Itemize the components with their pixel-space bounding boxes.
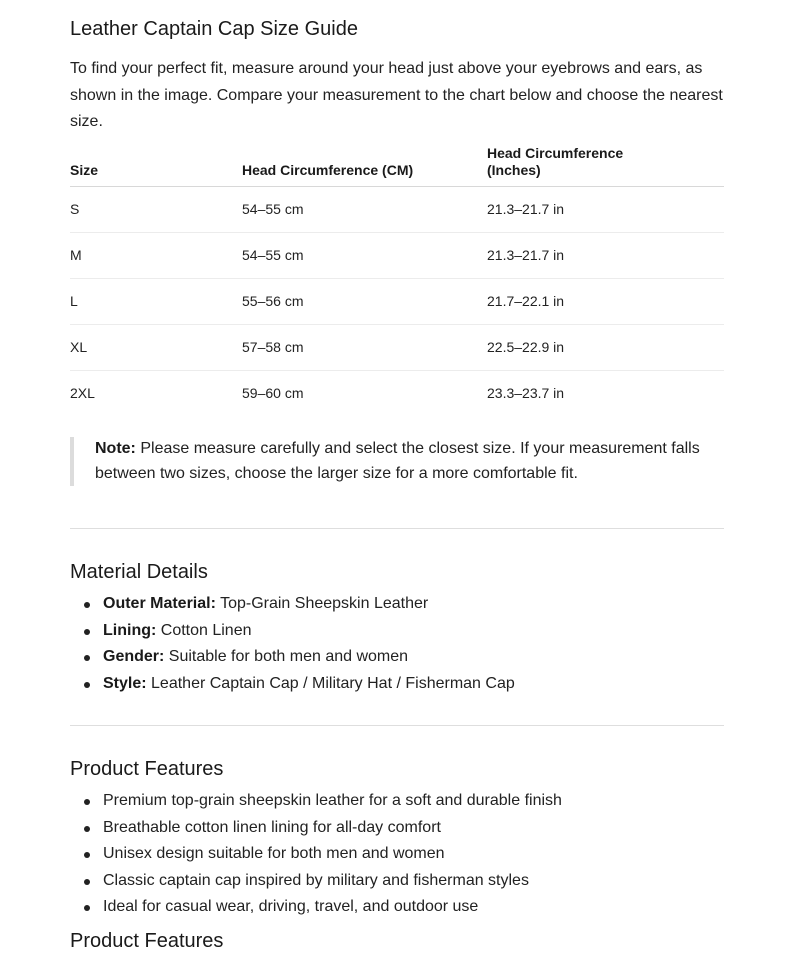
list-item bbox=[103, 644, 515, 671]
cell-cm: 54–55 cm bbox=[242, 247, 304, 263]
item-label: Outer Material: bbox=[103, 595, 216, 612]
bullet-icon bbox=[84, 799, 90, 805]
material-details-list bbox=[70, 591, 515, 697]
item-text: Unisex design suitable for both men and women bbox=[103, 845, 445, 863]
table-header bbox=[70, 140, 724, 187]
page-title: Leather Captain Cap Size Guide bbox=[70, 18, 358, 40]
cell-inches: 21.7–22.1 in bbox=[487, 293, 565, 309]
product-features-list bbox=[70, 788, 562, 921]
cell-inches: 21.3–21.7 in bbox=[487, 201, 565, 217]
list-item bbox=[103, 841, 562, 868]
item-value: Top-Grain Sheepskin Leather bbox=[215, 595, 429, 612]
cell-cm: 59–60 cm bbox=[242, 385, 304, 401]
item-label: Gender: bbox=[103, 648, 165, 666]
list-item bbox=[103, 788, 562, 815]
column-header-size: Size bbox=[70, 162, 99, 178]
list-item bbox=[103, 671, 515, 698]
product-features-heading: Product Features bbox=[70, 758, 224, 780]
cell-size: S bbox=[70, 201, 80, 217]
list-item bbox=[103, 868, 562, 895]
list-item bbox=[103, 894, 562, 921]
cell-cm: 55–56 cm bbox=[242, 293, 304, 309]
item-text: Breathable cotton linen lining for all-day comfort bbox=[103, 818, 441, 836]
list-item bbox=[103, 618, 515, 645]
material-details-heading: Material Details bbox=[70, 561, 208, 583]
column-header-inches: Head Circumference (Inches) bbox=[487, 145, 624, 178]
item-text: Classic captain cap inspired by military and fisherman styles bbox=[103, 871, 529, 889]
bullet-icon bbox=[84, 826, 90, 832]
note-text: Please measure carefully and select the closest size. If your measurement falls between two sizes, choose the larger size for a more comfortable fit. bbox=[95, 440, 700, 482]
table-row bbox=[70, 325, 724, 371]
cell-size: M bbox=[70, 247, 82, 263]
item-text: Ideal for casual wear, driving, travel, and outdoor use bbox=[103, 898, 479, 916]
size-chart-table bbox=[70, 140, 724, 416]
item-label: Style: bbox=[103, 674, 147, 692]
bullet-icon bbox=[84, 682, 90, 688]
bullet-icon bbox=[84, 852, 90, 858]
item-value: Leather Captain Cap / Military Hat / Fisherman Cap bbox=[146, 674, 515, 692]
cell-size: L bbox=[70, 293, 78, 309]
cell-size: XL bbox=[70, 339, 88, 355]
cell-inches: 23.3–23.7 in bbox=[487, 385, 565, 401]
cell-inches: 22.5–22.9 in bbox=[487, 339, 565, 355]
item-label: Lining: bbox=[103, 621, 157, 639]
bullet-icon bbox=[84, 905, 90, 911]
cell-size: 2XL bbox=[70, 385, 95, 401]
cell-inches: 21.3–21.7 in bbox=[487, 247, 565, 263]
intro-paragraph: To find your perfect fit, measure around your head just above your eyebrows and ears, as shown in the image. Compare your measurement to the chart below and choose the nearest size. bbox=[70, 60, 723, 130]
bullet-icon bbox=[84, 655, 90, 661]
list-item bbox=[103, 591, 515, 618]
table-row bbox=[70, 279, 724, 325]
note-blockquote bbox=[70, 437, 724, 486]
list-item bbox=[103, 815, 562, 842]
cell-cm: 54–55 cm bbox=[242, 201, 304, 217]
item-value: Suitable for both men and women bbox=[164, 648, 409, 666]
item-text: Premium top-grain sheepskin leather for a soft and durable finish bbox=[103, 792, 562, 809]
column-header-cm: Head Circumference (CM) bbox=[242, 162, 414, 178]
item-value: Cotton Linen bbox=[156, 621, 252, 639]
table-row bbox=[70, 187, 724, 233]
bullet-icon bbox=[84, 879, 90, 885]
section-divider bbox=[70, 725, 724, 726]
table-row bbox=[70, 233, 724, 279]
section-divider bbox=[70, 528, 724, 529]
bullet-icon bbox=[84, 602, 90, 608]
bullet-icon bbox=[84, 629, 90, 635]
note-label: Note: bbox=[95, 440, 136, 457]
table-row bbox=[70, 371, 724, 416]
cell-cm: 57–58 cm bbox=[242, 339, 304, 355]
cutoff-heading: Product Features bbox=[70, 930, 224, 952]
